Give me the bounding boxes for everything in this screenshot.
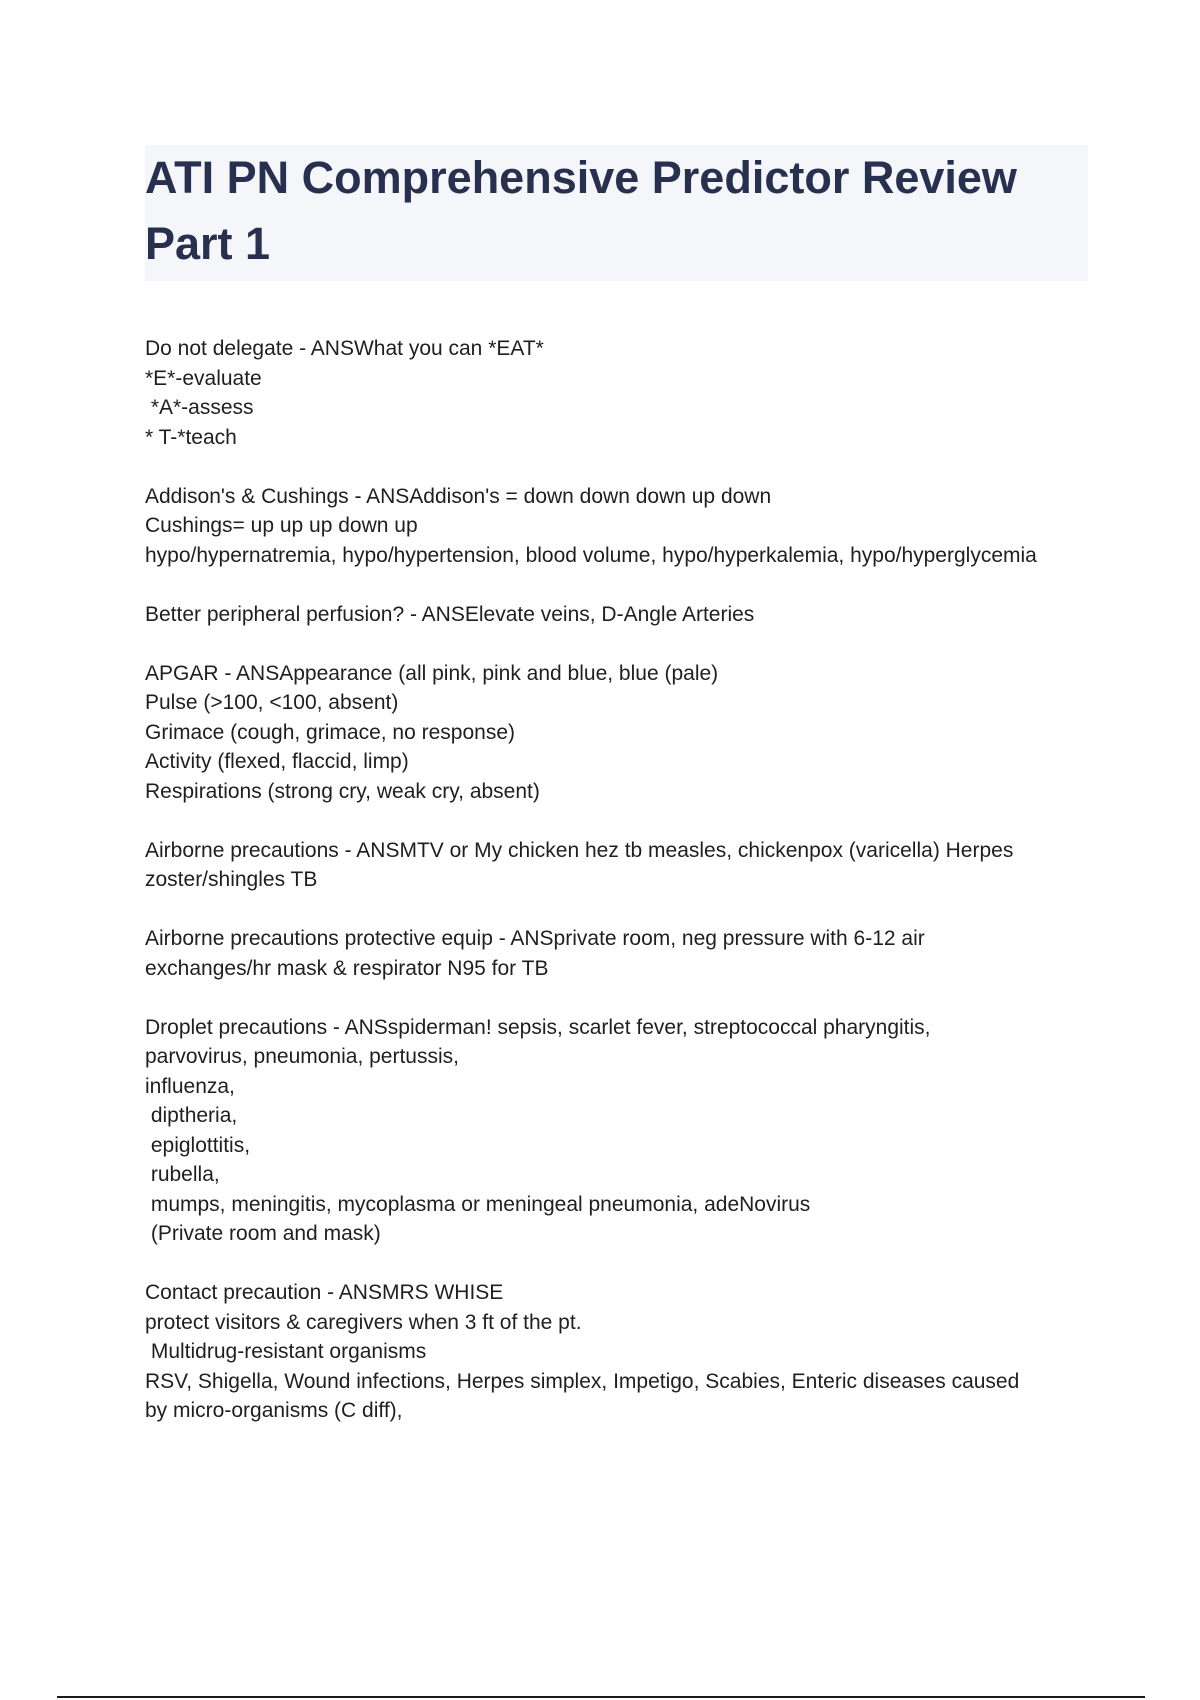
qa-entry-line: protect visitors & caregivers when 3 ft of the pt.	[145, 1310, 582, 1334]
qa-entry-line: Grimace (cough, grimace, no response)	[145, 720, 515, 744]
qa-entry-line: by micro-organisms (C diff),	[145, 1399, 403, 1422]
qa-entry-heading-line: APGAR - ANSAppearance (all pink, pink and blue, blue (pale)	[145, 661, 719, 685]
qa-entry-line: RSV, Shigella, Wound infections, Herpes simplex, Impetigo, Scabies, Enteric diseases caused	[145, 1369, 1020, 1393]
qa-entry-line: * T-*teach	[145, 425, 237, 449]
title-line-1: ATI PN Comprehensive Predictor Review	[145, 152, 1017, 203]
qa-entry	[145, 334, 1095, 452]
title-line-2: Part 1	[145, 218, 271, 269]
qa-entry	[145, 482, 1095, 571]
qa-entry	[145, 600, 1095, 630]
qa-entry-heading-line: Airborne precautions - ANSMTV or My chicken hez tb measles, chickenpox (varicella) Herpes	[145, 838, 1014, 862]
qa-entry-heading-line: Airborne precautions protective equip - ANSprivate room, neg pressure with 6-12 air	[145, 927, 925, 950]
qa-entry-line: *A*-assess	[145, 396, 254, 419]
qa-entry-heading-line: Addison's & Cushings - ANSAddison's = down down down up down	[145, 484, 772, 508]
qa-entry-line: Pulse (>100, <100, absent)	[145, 691, 399, 714]
qa-entry-heading-line: Better peripheral perfusion? - ANSElevate veins, D-Angle Arteries	[145, 602, 755, 626]
qa-entry-heading-line: Contact precaution - ANSMRS WHISE	[145, 1281, 504, 1304]
qa-entry-line: *E*-evaluate	[145, 366, 262, 390]
qa-entry-line: zoster/shingles TB	[145, 868, 318, 891]
qa-entry-line: diptheria,	[145, 1104, 238, 1127]
qa-entry	[145, 924, 1095, 983]
qa-entry-line: Multidrug-resistant organisms	[145, 1340, 427, 1363]
qa-entry-line: (Private room and mask)	[145, 1222, 381, 1245]
qa-entry	[145, 1278, 1095, 1426]
qa-entry-line: mumps, meningitis, mycoplasma or meningeal pneumonia, adeNovirus	[145, 1192, 811, 1216]
qa-entry-line: influenza,	[145, 1074, 235, 1098]
qa-entry	[145, 836, 1095, 895]
document-body	[145, 334, 1095, 1455]
qa-entry-line: parvovirus, pneumonia, pertussis,	[145, 1045, 459, 1068]
qa-entry-heading-line: Do not delegate - ANSWhat you can *EAT*	[145, 337, 544, 360]
qa-entry-line: Activity (flexed, flaccid, limp)	[145, 750, 409, 773]
qa-entry	[145, 659, 1095, 807]
qa-entry-line: Cushings= up up up down up	[145, 514, 418, 537]
qa-entry-line: Respirations (strong cry, weak cry, absent)	[145, 779, 540, 803]
qa-entry-line: exchanges/hr mask & respirator N95 for TB	[145, 956, 549, 980]
document-title	[145, 145, 1088, 281]
qa-entry-heading-line: Droplet precautions - ANSspiderman! sepsis, scarlet fever, streptococcal pharyngitis,	[145, 1015, 931, 1039]
qa-entry	[145, 1013, 1095, 1249]
qa-entry-line: epiglottitis,	[145, 1133, 251, 1157]
qa-entry-line: hypo/hypernatremia, hypo/hypertension, blood volume, hypo/hyperkalemia, hypo/hyperglycemia	[145, 543, 1037, 567]
footer-divider	[57, 1696, 1145, 1698]
qa-entry-line: rubella,	[145, 1163, 220, 1186]
